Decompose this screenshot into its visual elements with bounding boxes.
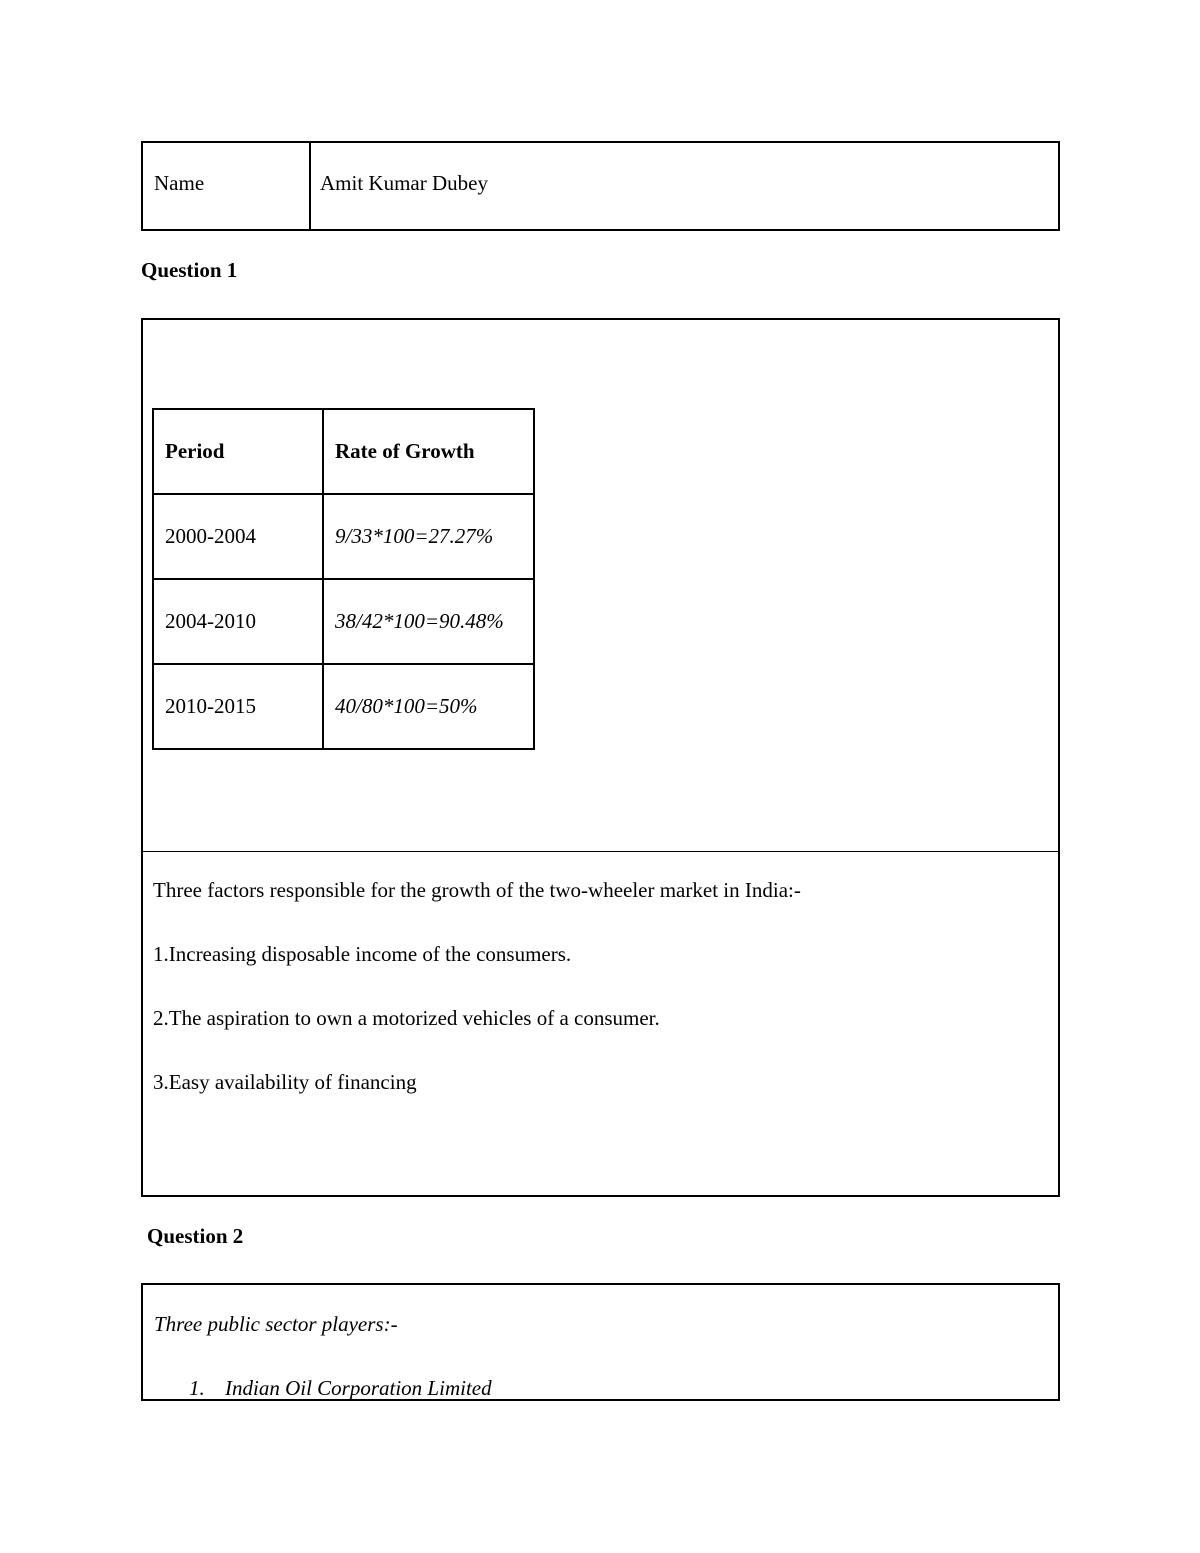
- growth-rate-cell: 38/42*100=90.48%: [323, 579, 534, 664]
- list-item: [189, 1376, 492, 1401]
- column-header-rate-of-growth: Rate of Growth: [323, 409, 534, 494]
- growth-rate-cell: 40/80*100=50%: [323, 664, 534, 749]
- name-table: [141, 141, 1060, 231]
- period-cell: 2000-2004: [153, 494, 323, 579]
- question-1-answer-box: [141, 318, 1060, 1197]
- question-1-section-divider: [143, 851, 1058, 852]
- growth-rate-table: [152, 408, 535, 750]
- question-2-heading: Question 2: [147, 1224, 244, 1248]
- name-label: Name: [154, 171, 205, 195]
- factor-item-1: 1.Increasing disposable income of the consumers.: [153, 942, 572, 966]
- period-cell: 2010-2015: [153, 664, 323, 749]
- factor-item-2: 2.The aspiration to own a motorized vehicles of a consumer.: [153, 1006, 660, 1030]
- column-header-period: Period: [153, 409, 323, 494]
- growth-rate-cell: 9/33*100=27.27%: [323, 494, 534, 579]
- question-2-answer-box: [141, 1283, 1060, 1401]
- factors-intro: Three factors responsible for the growth of the two-wheeler market in India:-: [153, 878, 801, 902]
- period-cell: 2004-2010: [153, 579, 323, 664]
- table-row: [153, 579, 534, 664]
- factor-item-3: 3.Easy availability of financing: [153, 1070, 417, 1094]
- table-row: [153, 664, 534, 749]
- name-table-divider: [309, 143, 311, 229]
- table-row: [153, 494, 534, 579]
- question-1-heading: Question 1: [141, 258, 238, 282]
- list-item-number: 1.: [189, 1376, 205, 1400]
- table-header-row: [153, 409, 534, 494]
- public-sector-intro: Three public sector players:-: [154, 1312, 398, 1336]
- name-value: Amit Kumar Dubey: [320, 171, 488, 195]
- list-item-text: Indian Oil Corporation Limited: [225, 1376, 492, 1400]
